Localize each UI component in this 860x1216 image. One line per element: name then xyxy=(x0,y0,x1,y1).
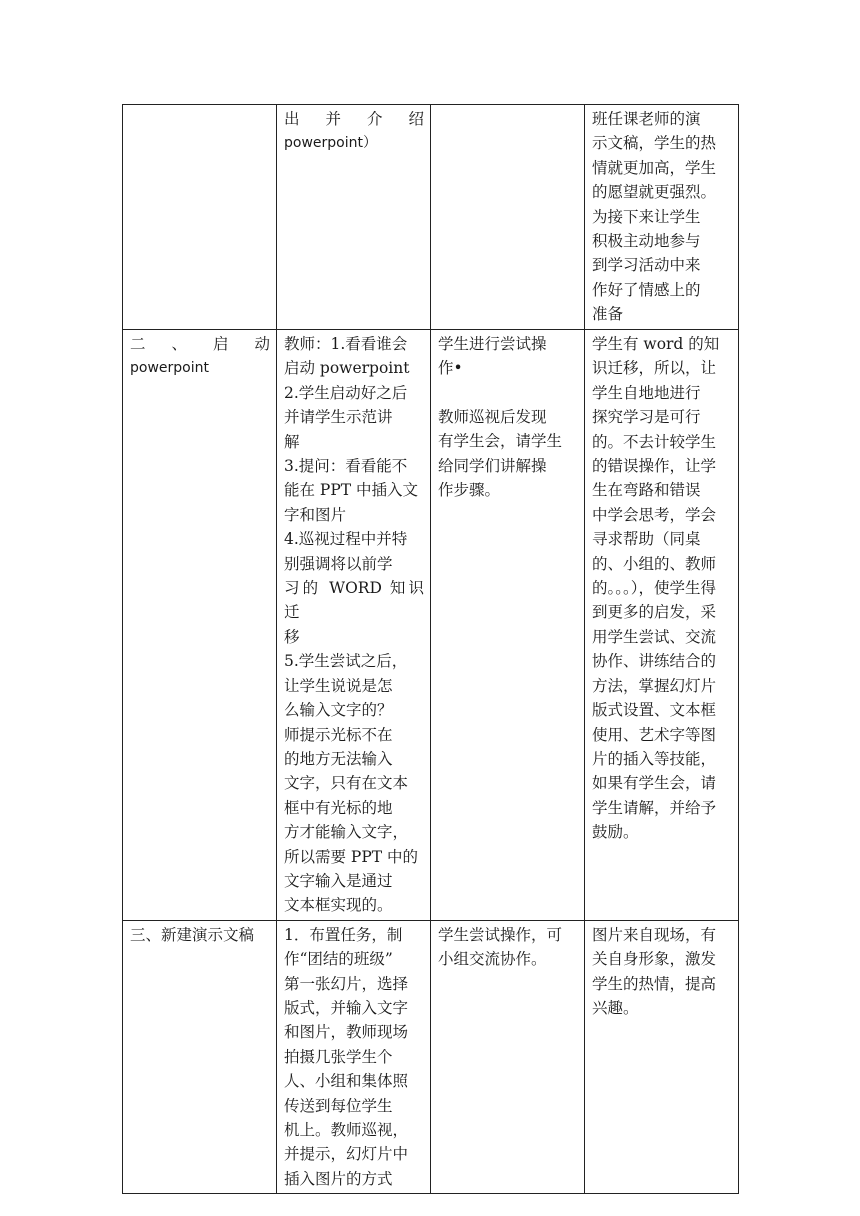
teacher-activity-cell xyxy=(277,105,431,330)
text-line: 别强调将以前学 xyxy=(284,554,393,573)
student-activity-cell xyxy=(431,105,585,330)
text-line: 习的 WORD 知识迁 xyxy=(284,579,424,622)
table-row xyxy=(123,920,739,1193)
student-activity-cell xyxy=(431,330,585,921)
text-line: 2.学生启动好之后 xyxy=(284,383,408,402)
text-line: 教师巡视后发现 xyxy=(438,407,547,426)
text-line: 1．布置任务，制 xyxy=(284,925,403,944)
text-line: 5.学生尝试之后， xyxy=(284,652,408,671)
text-line: 插入图片的方式 xyxy=(284,1169,393,1188)
text-line: 方才能输入文字， xyxy=(284,823,409,842)
text-line: 3.提问：看看能不 xyxy=(284,457,408,476)
text-line: 让学生说说是怎 xyxy=(284,676,393,695)
text-line: 积极主动地参与 xyxy=(592,232,701,251)
text-line: 出 并 介 绍 xyxy=(284,110,424,128)
text-line: 学生自地地进行 xyxy=(592,383,701,402)
text-line: 到更多的启发，采 xyxy=(592,603,717,622)
text-line: 字和图片 xyxy=(284,505,347,524)
text-line: 探究学习是可行 xyxy=(592,408,701,427)
teacher-activity-cell xyxy=(277,330,431,921)
text-line: 的错误操作，让学 xyxy=(592,457,717,476)
text-line: 框中有光标的地 xyxy=(284,798,393,817)
text-line: 准备 xyxy=(592,305,624,324)
text-line: 寻求帮助（同桌 xyxy=(592,530,701,549)
text-line: 启动 powerpoint xyxy=(284,359,410,378)
teacher-activity-cell xyxy=(277,920,431,1193)
text-line: 机上。教师巡视， xyxy=(284,1121,409,1139)
text-line: 传送到每位学生 xyxy=(284,1096,393,1115)
text-line: 的、小组的、教师 xyxy=(592,554,717,573)
text-line: 示文稿，学生的热 xyxy=(592,134,717,153)
text-line: 版式，并输入文字 xyxy=(284,998,409,1017)
table-row xyxy=(123,105,739,330)
text-line: 所以需要 PPT 中的 xyxy=(284,847,419,866)
text-line: 作“团结的班级” xyxy=(284,950,393,969)
text-line: 兴趣。 xyxy=(592,998,639,1017)
text-line: 的。。。），使学生得 xyxy=(592,579,717,598)
text-line: 的地方无法输入 xyxy=(284,749,393,768)
text-line: 班任课老师的演 xyxy=(592,110,701,128)
text-line: 文字，只有在文本 xyxy=(284,774,409,793)
text-line: 师提示光标不在 xyxy=(284,725,393,744)
text-line: 协作、讲练结合的 xyxy=(592,652,717,671)
text-line: 版式设置、文本框 xyxy=(592,701,717,720)
text-line: 并请学生示范讲 xyxy=(284,408,393,427)
text-line: 片的插入等技能， xyxy=(592,749,717,768)
text-line: 用学生尝试、交流 xyxy=(592,627,717,646)
student-activity-cell xyxy=(431,920,585,1193)
text-line: 小组交流协作。 xyxy=(438,950,547,969)
text-line: 生在弯路和错误 xyxy=(592,481,701,500)
blank-line xyxy=(438,381,578,405)
lesson-plan-table xyxy=(122,104,739,1194)
text-line: 并提示，幻灯片中 xyxy=(284,1145,409,1164)
text-line: 方法，掌握幻灯片 xyxy=(592,676,717,695)
text-line: 人、小组和集体照 xyxy=(284,1072,409,1091)
text-line: 解 xyxy=(284,432,300,451)
design-intent-cell xyxy=(585,105,739,330)
text-line: 学生请解，并给予 xyxy=(592,798,717,817)
text-line: 文字输入是通过 xyxy=(284,871,393,890)
text-line: 作好了情感上的 xyxy=(592,280,701,299)
stage-title: powerpoint xyxy=(130,360,209,377)
text-line: 给同学们讲解操 xyxy=(438,456,547,475)
text-line: 学生有 word 的知 xyxy=(592,335,720,353)
stage-title: 二 、 启 动 xyxy=(130,335,270,353)
text-line: 为接下来让学生 xyxy=(592,207,701,226)
text-line: 鼓励。 xyxy=(592,823,639,842)
text-line: 拍摄几张学生个 xyxy=(284,1047,393,1066)
text-line: 文本框实现的。 xyxy=(284,896,393,915)
text-line: 第一张幻片，选择 xyxy=(284,974,409,993)
stage-cell xyxy=(123,330,277,921)
text-line: 有学生会，请学生 xyxy=(438,432,563,451)
text-line: 学生的热情，提高 xyxy=(592,974,717,993)
text-line: 作步骤。 xyxy=(438,481,501,500)
design-intent-cell xyxy=(585,330,739,921)
text-line: 教师：1.看看谁会 xyxy=(284,335,408,353)
text-line: 移 xyxy=(284,627,300,646)
text-line: 能在 PPT 中插入文 xyxy=(284,481,419,500)
text-line: 的愿望就更强烈。 xyxy=(592,183,717,202)
text-line: 中学会思考，学会 xyxy=(592,505,717,524)
table-row xyxy=(123,330,739,921)
design-intent-cell xyxy=(585,920,739,1193)
text-line: 作• xyxy=(438,359,463,378)
text-line: powerpoint） xyxy=(284,135,377,152)
text-line: 到学习活动中来 xyxy=(592,256,701,275)
text-line: 如果有学生会，请 xyxy=(592,774,717,793)
text-line: 4.巡视过程中并特 xyxy=(284,530,408,549)
stage-title: 三、新建演示文稿 xyxy=(130,925,255,944)
text-line: 图片来自现场，有 xyxy=(592,925,717,944)
text-line: 的。不去计较学生 xyxy=(592,432,717,451)
stage-cell xyxy=(123,105,277,330)
text-line: 学生进行尝试操 xyxy=(438,335,547,353)
text-line: 么输入文字的？ xyxy=(284,701,393,720)
stage-cell xyxy=(123,920,277,1193)
text-line: 学生尝试操作，可 xyxy=(438,925,563,944)
text-line: 使用、艺术字等图 xyxy=(592,725,717,744)
text-line: 识迁移，所以，让 xyxy=(592,359,717,378)
text-line: 关自身形象，激发 xyxy=(592,950,717,969)
text-line: 和图片，教师现场 xyxy=(284,1023,409,1042)
text-line: 情就更加高，学生 xyxy=(592,158,717,177)
